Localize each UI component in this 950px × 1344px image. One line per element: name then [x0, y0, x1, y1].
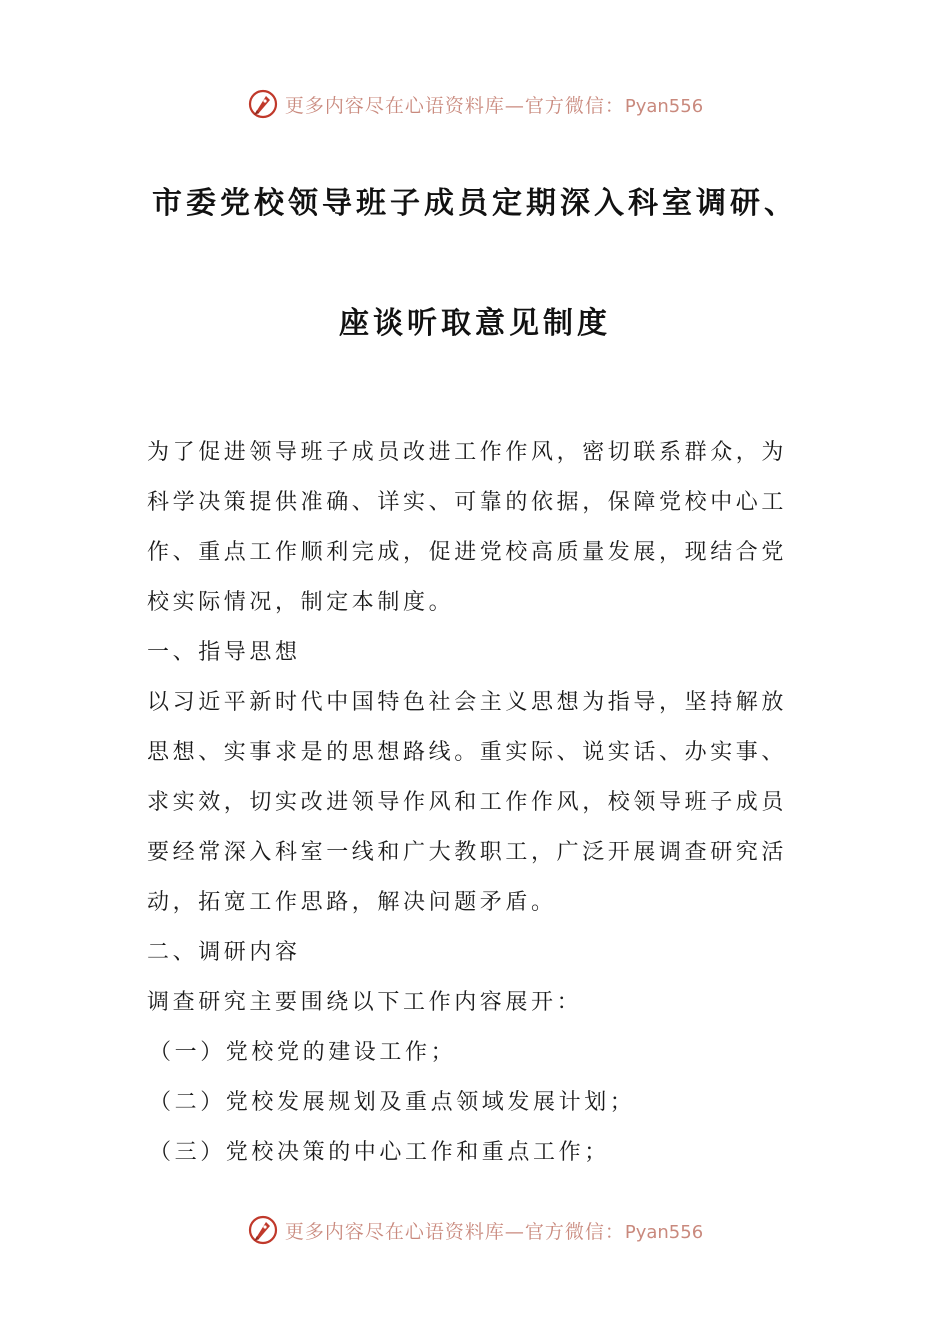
- list-item: （一）党校党的建设工作；: [149, 1040, 457, 1065]
- watermark-handle: Pyan556: [624, 1221, 704, 1243]
- watermark-text: 更多内容尽在心语资料库—官方微信：Pyan556: [284, 94, 704, 117]
- document-body: [147, 428, 807, 1178]
- document-title-line-2: 座谈听取意见制度: [339, 306, 611, 341]
- document-title-line-1: 市委党校领导班子成员定期深入科室调研、: [152, 186, 798, 221]
- pen-nib-logo-icon: [247, 88, 279, 120]
- list-item: （二）党校发展规划及重点领域发展计划；: [149, 1090, 636, 1115]
- research-content-intro: 调查研究主要围绕以下工作内容展开：: [147, 990, 583, 1015]
- guiding-ideology-paragraph: 以习近平新时代中国特色社会主义思想为指导，坚持解放思想、实事求是的思想路线。重实际、说实话、办实事、求实效，切实改进领导作风和工作作风，校领导班子成员要经常深入科室一线和广大教职工，广泛开展调查研究活动，拓宽工作思路，解决问题矛盾。: [147, 690, 788, 915]
- pen-nib-logo-icon: [247, 1214, 279, 1246]
- section-heading-research-content: 二、调研内容: [147, 940, 301, 965]
- watermark-handle: Pyan556: [624, 95, 704, 117]
- section-heading-guiding-ideology: 一、指导思想: [147, 640, 301, 665]
- watermark-text: 更多内容尽在心语资料库—官方微信：Pyan556: [284, 1220, 704, 1243]
- footer-watermark: [0, 1208, 950, 1252]
- list-item: （三）党校决策的中心工作和重点工作；: [149, 1140, 610, 1165]
- intro-paragraph: 为了促进领导班子成员改进工作作风，密切联系群众，为科学决策提供准确、详实、可靠的依据，保障党校中心工作、重点工作顺利完成，促进党校高质量发展，现结合党校实际情况，制定本制度。: [147, 440, 788, 615]
- header-watermark: [0, 82, 950, 126]
